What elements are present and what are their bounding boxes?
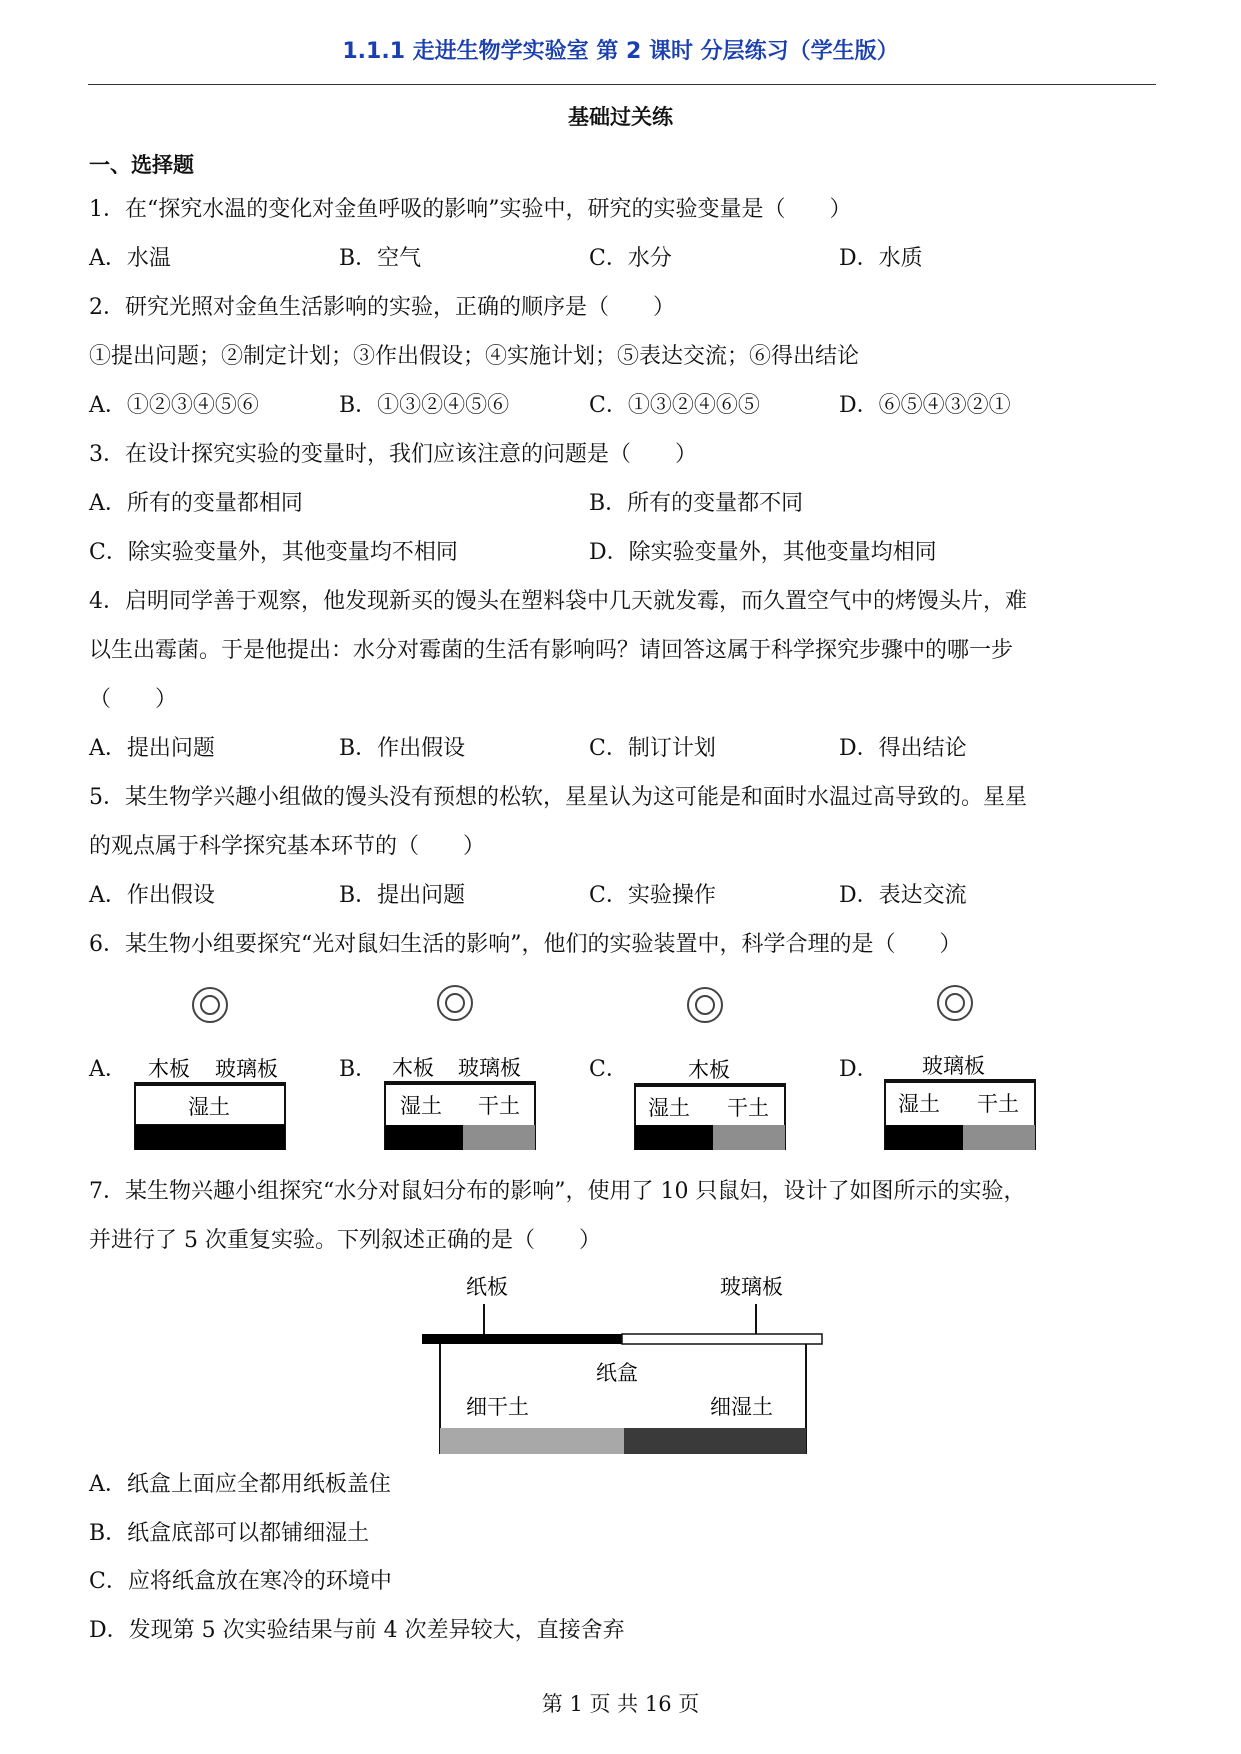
q6-figure-d bbox=[880, 975, 1050, 1155]
q6-option-d: D． bbox=[839, 1057, 879, 1082]
q3-option-c: C．除实验变量外，其他变量均不相同 bbox=[89, 540, 458, 565]
sun-icon bbox=[688, 988, 722, 1022]
q7-option-c: C．应将纸盒放在寒冷的环境中 bbox=[89, 1569, 392, 1594]
q6-figure-c bbox=[630, 975, 800, 1155]
question-4-stem-line-3: （ ） bbox=[89, 687, 178, 712]
question-5-stem-line-1: 5．某生物学兴趣小组做的馒头没有预想的松软，星星认为这可能是和面时水温过高导致的。星星 bbox=[89, 785, 1028, 810]
fig-a-soil-label: 湿土 bbox=[188, 1095, 230, 1119]
q1-option-a: A．水温 bbox=[89, 246, 171, 271]
q2-option-a: A．①②③④⑤⑥ bbox=[89, 393, 259, 418]
q5-option-a: A．作出假设 bbox=[89, 883, 215, 908]
q2-option-b: B．①③②④⑤⑥ bbox=[339, 393, 510, 418]
q3-option-d: D．除实验变量外，其他变量均相同 bbox=[589, 540, 937, 565]
question-2-stem: 2．研究光照对金鱼生活影响的实验，正确的顺序是（ ） bbox=[89, 295, 675, 320]
part-title: 一、选择题 bbox=[89, 153, 194, 177]
q7-label-glass: 玻璃板 bbox=[720, 1275, 783, 1299]
q4-option-c: C．制订计划 bbox=[589, 736, 716, 761]
q1-option-c: C．水分 bbox=[589, 246, 672, 271]
q7-option-b: B．纸盒底部可以都铺细湿土 bbox=[89, 1521, 370, 1546]
q6-option-b: B． bbox=[339, 1057, 378, 1082]
q2-option-c: C．①③②④⑥⑤ bbox=[589, 393, 760, 418]
q7-label-dry-soil: 细干土 bbox=[466, 1395, 529, 1419]
question-3-stem: 3．在设计探究实验的变量时，我们应该注意的问题是（ ） bbox=[89, 442, 697, 467]
fig-a-top-left-label: 木板 bbox=[148, 1057, 190, 1081]
fig-b-soil-left-label: 湿土 bbox=[400, 1094, 442, 1118]
q7-label-box: 纸盒 bbox=[596, 1361, 638, 1385]
fig-d-soil-left-label: 湿土 bbox=[898, 1092, 940, 1116]
q6-option-c: C． bbox=[589, 1057, 628, 1082]
q7-label-wet-soil: 细湿土 bbox=[710, 1395, 773, 1419]
q1-option-d: D．水质 bbox=[839, 246, 923, 271]
question-1-stem: 1．在“探究水温的变化对金鱼呼吸的影响”实验中，研究的实验变量是（ ） bbox=[89, 197, 852, 222]
q5-option-b: B．提出问题 bbox=[339, 883, 466, 908]
q7-label-paperboard: 纸板 bbox=[466, 1275, 508, 1299]
fig-b-top-left-label: 木板 bbox=[392, 1056, 434, 1080]
q4-option-d: D．得出结论 bbox=[839, 736, 967, 761]
sun-icon bbox=[193, 988, 227, 1022]
q1-option-b: B．空气 bbox=[339, 246, 422, 271]
q4-option-a: A．提出问题 bbox=[89, 736, 215, 761]
q5-option-c: C．实验操作 bbox=[589, 883, 716, 908]
fig-b-soil-right-label: 干土 bbox=[478, 1094, 520, 1118]
question-7-stem-line-1: 7．某生物兴趣小组探究“水分对鼠妇分布的影响”，使用了 10 只鼠妇，设计了如图所示的实验， bbox=[89, 1179, 1026, 1204]
q7-option-d: D．发现第 5 次实验结果与前 4 次差异较大，直接舍弃 bbox=[89, 1618, 625, 1643]
q6-figure-b bbox=[380, 975, 550, 1155]
sun-icon bbox=[938, 986, 972, 1020]
question-4-stem-line-1: 4．启明同学善于观察，他发现新买的馒头在塑料袋中几天就发霉，而久置空气中的烤馒头片，难 bbox=[89, 589, 1028, 614]
q7-experiment-figure bbox=[410, 1268, 840, 1460]
fig-d-top-center-label: 玻璃板 bbox=[922, 1054, 985, 1078]
question-5-stem-line-2: 的观点属于科学探究基本环节的（ ） bbox=[89, 834, 486, 859]
question-7-stem-line-2: 并进行了 5 次重复实验。下列叙述正确的是（ ） bbox=[89, 1228, 601, 1253]
fig-c-soil-right-label: 干土 bbox=[727, 1096, 769, 1120]
q2-option-d: D．⑥⑤④③②① bbox=[839, 393, 1011, 418]
section-title: 基础过关练 bbox=[568, 105, 673, 129]
fig-c-soil-left-label: 湿土 bbox=[648, 1096, 690, 1120]
q5-option-d: D．表达交流 bbox=[839, 883, 967, 908]
q3-option-a: A．所有的变量都相同 bbox=[89, 491, 303, 516]
page-footer: 第 1 页 共 16 页 bbox=[541, 1692, 700, 1716]
fig-d-soil-right-label: 干土 bbox=[977, 1092, 1019, 1116]
q3-option-b: B．所有的变量都不同 bbox=[589, 491, 804, 516]
q6-option-a: A． bbox=[89, 1057, 127, 1082]
fig-c-top-center-label: 木板 bbox=[688, 1058, 730, 1082]
header-divider bbox=[88, 84, 1156, 85]
document-header-title: 1.1.1 走进生物学实验室 第 2 课时 分层练习（学生版） bbox=[342, 39, 899, 64]
fig-a-top-right-label: 玻璃板 bbox=[215, 1057, 278, 1081]
q7-option-a: A．纸盒上面应全都用纸板盖住 bbox=[89, 1472, 391, 1497]
question-2-steps: ①提出问题；②制定计划；③作出假设；④实施计划；⑤表达交流；⑥得出结论 bbox=[89, 344, 860, 369]
fig-b-top-right-label: 玻璃板 bbox=[458, 1056, 521, 1080]
q6-figure-a bbox=[130, 975, 300, 1155]
question-6-stem: 6．某生物小组要探究“光对鼠妇生活的影响”，他们的实验装置中，科学合理的是（ ） bbox=[89, 932, 962, 957]
question-4-stem-line-2: 以生出霉菌。于是他提出：水分对霉菌的生活有影响吗？请回答这属于科学探究步骤中的哪一步 bbox=[89, 638, 1014, 663]
sun-icon bbox=[438, 986, 472, 1020]
q4-option-b: B．作出假设 bbox=[339, 736, 466, 761]
